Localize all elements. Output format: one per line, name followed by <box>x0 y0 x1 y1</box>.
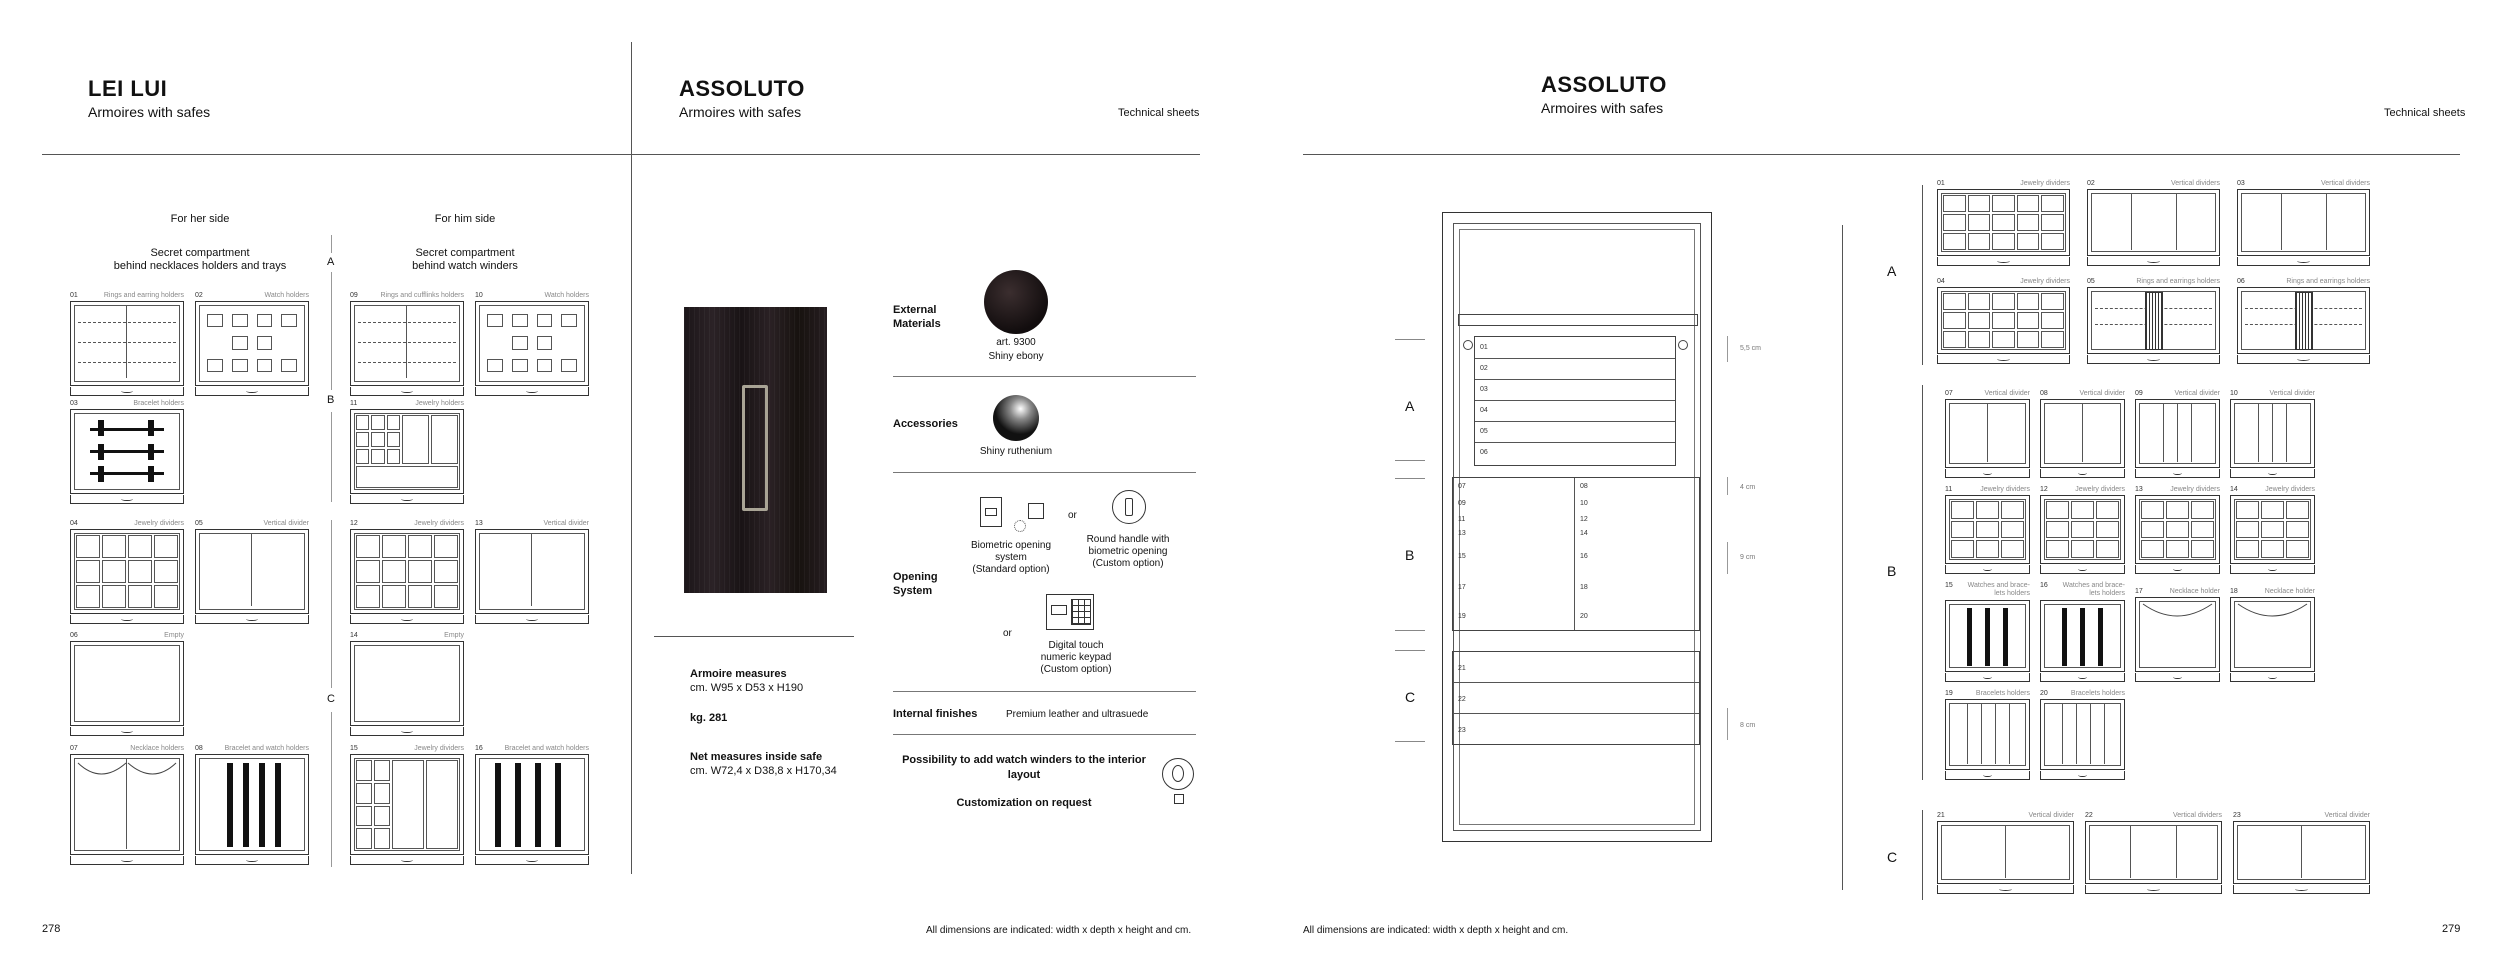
tray-number: 10 <box>475 292 483 299</box>
tray-number: 08 <box>2040 390 2048 397</box>
opt-or-1: or <box>1068 510 1077 521</box>
armoire-handle <box>742 385 768 511</box>
zone-tick-6 <box>1395 741 1425 742</box>
tray-r23 <box>2233 812 2370 894</box>
net-measures-label: Net measures inside safe <box>690 751 823 763</box>
tray-number: 05 <box>2087 278 2095 285</box>
drawer-08: 08 <box>1580 483 1588 490</box>
tray-label: Vertical divider <box>263 520 309 527</box>
tray-15 <box>350 745 464 865</box>
tray-number: 13 <box>475 520 483 527</box>
drawer-09: 09 <box>1458 500 1466 507</box>
drawer-19: 19 <box>1458 613 1466 620</box>
tray-label: Rings and earrings holders <box>2286 278 2370 285</box>
dim-3: 9 cm <box>1740 554 1756 561</box>
page-number-right: 279 <box>2442 923 2461 935</box>
tray-04 <box>70 520 184 624</box>
tray-number: 11 <box>1945 486 1953 493</box>
tray-label: Jewelry dividers <box>1980 486 2030 493</box>
zone-tick-2 <box>1395 460 1425 461</box>
tray-r17 <box>2135 588 2220 682</box>
tray-06 <box>70 632 184 736</box>
opening-system-label: Opening System <box>893 571 938 597</box>
zone-c-left: C <box>327 693 335 705</box>
drawer-10: 10 <box>1580 500 1588 507</box>
tray-label: Jewelry dividers <box>414 745 464 752</box>
zone-bracket-4 <box>331 520 332 688</box>
drawer-02: 02 <box>1480 365 1488 372</box>
zone-b-cabinet: B <box>1405 547 1415 563</box>
dim-arrow-4 <box>1727 708 1728 740</box>
tray-number: 02 <box>2087 180 2095 187</box>
tray-r08 <box>2040 390 2125 478</box>
tray-number: 23 <box>2233 812 2241 819</box>
tray-05 <box>195 520 309 624</box>
tray-r05 <box>2087 278 2220 364</box>
tray-r22 <box>2085 812 2222 894</box>
dim-arrow-3 <box>1727 542 1728 574</box>
assoluto-subtitle-right: Armoires with safes <box>1541 100 1664 116</box>
tray-number: 15 <box>350 745 358 752</box>
zone-a-left: A <box>327 256 335 268</box>
tray-07 <box>70 745 184 865</box>
spec-separator-2 <box>893 472 1196 473</box>
drawer-11: 11 <box>1458 516 1466 523</box>
tray-label: Jewelry dividers <box>2265 486 2315 493</box>
header-rule-left <box>42 154 1200 155</box>
him-side-heading: For him side <box>434 213 496 225</box>
him-secret-note: Secret compartment behind watch winders <box>412 247 518 272</box>
zone-a-drawers <box>1474 336 1676 466</box>
tray-01 <box>70 292 184 396</box>
zone-tick-4 <box>1395 630 1425 631</box>
round-handle-icon <box>1112 490 1146 524</box>
opt-keypad-text: Digital touch numeric keypad (Custom option) <box>1040 640 1112 675</box>
drawer-01: 01 <box>1480 344 1488 351</box>
tray-number: 12 <box>2040 486 2048 493</box>
biometric-icon <box>980 497 1002 527</box>
armoire-measures-value: cm. W95 x D53 x H190 <box>690 682 804 694</box>
tray-r11 <box>1945 486 2030 574</box>
lei-lui-title: LEI LUI <box>88 76 168 101</box>
zone-c-cabinet: C <box>1405 689 1416 705</box>
biometric-sensor-icon <box>1028 503 1044 519</box>
tray-label: Bracelets holders <box>1975 690 2030 697</box>
tray-r07 <box>1945 390 2030 478</box>
tray-label: Empty <box>444 632 464 639</box>
tray-label: Vertical dividers <box>2320 180 2370 187</box>
zone-b-left: B <box>327 394 335 406</box>
tray-label: Jewelry dividers <box>2020 278 2070 285</box>
tray-number: 14 <box>2230 486 2238 493</box>
assoluto-subtitle-left: Armoires with safes <box>679 104 802 120</box>
tray-r15 <box>1945 582 2030 682</box>
measures-rule <box>654 636 854 637</box>
internal-finishes-value: Premium leather and ultrasuede <box>1006 709 1149 720</box>
right-bracket-main <box>1842 225 1843 890</box>
tray-label: Jewelry dividers <box>2075 486 2125 493</box>
technical-sheets-left: Technical sheets <box>1118 107 1200 119</box>
tray-03 <box>70 400 184 504</box>
spec-separator-1 <box>893 376 1196 377</box>
drawer-13: 13 <box>1458 530 1466 537</box>
drawer-06: 06 <box>1480 449 1488 456</box>
tray-02 <box>195 292 309 396</box>
footnote-right: All dimensions are indicated: width x depth x height and cm. <box>1303 925 1569 936</box>
armoire-image <box>684 307 827 593</box>
tray-label: Vertical dividers <box>2172 812 2222 819</box>
tray-number: 03 <box>70 400 78 407</box>
tray-08 <box>195 745 309 865</box>
tray-10 <box>475 292 589 396</box>
drawer-17: 17 <box>1458 584 1466 591</box>
tray-number: 04 <box>70 520 78 527</box>
tray-number: 10 <box>2230 390 2238 397</box>
technical-sheets-right: Technical sheets <box>2384 107 2466 119</box>
tray-number: 21 <box>1937 812 1945 819</box>
tray-r04 <box>1937 278 2070 364</box>
tray-label: Jewelry dividers <box>2170 486 2220 493</box>
tray-number: 16 <box>2040 582 2048 589</box>
tray-number: 08 <box>195 745 203 752</box>
tray-r19 <box>1945 690 2030 780</box>
tray-number: 18 <box>2230 588 2238 595</box>
tray-label: Rings and cufflinks holders <box>380 292 464 299</box>
tray-number: 20 <box>2040 690 2048 697</box>
external-code: art. 9300 <box>996 337 1036 348</box>
tray-number: 07 <box>1945 390 1953 397</box>
tray-label: Vertical divider <box>2028 812 2074 819</box>
zone-tick-3 <box>1395 478 1425 479</box>
drawer-14: 14 <box>1580 530 1588 537</box>
tray-16 <box>475 745 589 865</box>
zone-tick-1 <box>1395 339 1425 340</box>
tray-label: Bracelet holders <box>133 400 184 407</box>
zone-a-cabinet: A <box>1405 398 1415 414</box>
tray-number: 06 <box>2237 278 2245 285</box>
tray-number: 15 <box>1945 582 1953 589</box>
opt-or-2: or <box>1003 628 1012 639</box>
tray-r10 <box>2230 390 2315 478</box>
keypad-icon <box>1046 594 1094 630</box>
tray-label: Jewelry dividers <box>134 520 184 527</box>
tray-label: Vertical divider <box>2269 390 2315 397</box>
tray-label: Watches and brace- lets holders <box>2062 582 2125 597</box>
tray-r13 <box>2135 486 2220 574</box>
drawer-23: 23 <box>1458 727 1466 734</box>
tray-label: Bracelet and watch holders <box>224 745 309 752</box>
accessories-name: Shiny ruthenium <box>979 446 1053 457</box>
dim-arrow-1 <box>1727 336 1728 362</box>
net-measures-value: cm. W72,4 x D38,8 x H170,34 <box>690 765 837 777</box>
tray-r18 <box>2230 588 2315 682</box>
tray-r06 <box>2237 278 2370 364</box>
tray-number: 13 <box>2135 486 2143 493</box>
tray-label: Empty <box>164 632 184 639</box>
zone-b-right: B <box>1887 563 1897 579</box>
tray-label: Watch holders <box>264 292 309 299</box>
tray-number: 22 <box>2085 812 2093 819</box>
accessories-label: Accessories <box>893 418 958 430</box>
tray-r02 <box>2087 180 2220 266</box>
tray-label: Jewelry dividers <box>414 520 464 527</box>
tray-label: Necklace holder <box>2264 588 2315 595</box>
drawer-15: 15 <box>1458 553 1466 560</box>
tray-number: 12 <box>350 520 358 527</box>
watch-winder-base-icon <box>1174 794 1184 804</box>
tray-label: Jewelry dividers <box>2020 180 2070 187</box>
assoluto-title-right: ASSOLUTO <box>1541 72 1667 97</box>
armoire-weight: kg. 281 <box>690 712 728 724</box>
zone-bracket-3 <box>331 412 332 502</box>
footnote-left: All dimensions are indicated: width x depth x height and cm. <box>926 925 1192 936</box>
tray-number: 03 <box>2237 180 2245 187</box>
tray-number: 11 <box>350 400 358 407</box>
hinge-right <box>1678 340 1688 350</box>
tray-label: Rings and earrings holders <box>2136 278 2220 285</box>
tray-number: 02 <box>195 292 203 299</box>
tray-label: Vertical divider <box>2079 390 2125 397</box>
dim-1: 5,5 cm <box>1740 345 1762 352</box>
watch-winder-icon <box>1162 758 1194 790</box>
tray-label: Bracelets holders <box>2070 690 2125 697</box>
tray-r12 <box>2040 486 2125 574</box>
page-divider-left <box>631 42 632 874</box>
zone-b-drawers <box>1452 477 1700 631</box>
cabinet-top-shelf <box>1458 314 1698 326</box>
tray-r01 <box>1937 180 2070 266</box>
tray-label: Vertical divider <box>2324 812 2370 819</box>
tray-number: 01 <box>1937 180 1945 187</box>
tray-number: 19 <box>1945 690 1953 697</box>
zone-bracket-1 <box>331 235 332 253</box>
armoire-measures-label: Armoire measures <box>690 668 787 680</box>
zone-bracket-2 <box>331 272 332 390</box>
tray-label: Bracelet and watch holders <box>504 745 589 752</box>
dim-4: 8 cm <box>1740 722 1756 729</box>
drawer-20: 20 <box>1580 613 1588 620</box>
tray-label: Rings and earring holders <box>103 292 184 299</box>
tray-number: 09 <box>350 292 358 299</box>
ebony-swatch <box>984 270 1048 334</box>
spec-separator-4 <box>893 734 1196 735</box>
drawer-22: 22 <box>1458 696 1466 703</box>
drawer-05: 05 <box>1480 428 1488 435</box>
tray-number: 05 <box>195 520 203 527</box>
tray-number: 16 <box>475 745 483 752</box>
tray-number: 07 <box>70 745 78 752</box>
external-materials-label: External Materials <box>893 304 941 330</box>
customization-note: Customization on request <box>956 797 1092 809</box>
tray-label: Vertical divider <box>1984 390 2030 397</box>
drawer-07: 07 <box>1458 483 1466 490</box>
tray-r09 <box>2135 390 2220 478</box>
tray-number: 17 <box>2135 588 2143 595</box>
tray-11 <box>350 400 464 504</box>
spec-separator-3 <box>893 691 1196 692</box>
zone-bracket-5 <box>331 712 332 867</box>
tray-r16 <box>2040 582 2125 682</box>
dim-2: 4 cm <box>1740 484 1756 491</box>
right-bracket-a <box>1922 185 1923 365</box>
tray-number: 06 <box>70 632 78 639</box>
her-side-heading: For her side <box>170 213 230 225</box>
drawer-12: 12 <box>1580 516 1588 523</box>
zone-tick-5 <box>1395 650 1425 651</box>
tray-r20 <box>2040 690 2125 780</box>
zone-c-right: C <box>1887 849 1898 865</box>
opt-round-text: Round handle with biometric opening (Custom option) <box>1086 534 1170 569</box>
drawer-03: 03 <box>1480 386 1488 393</box>
tray-14 <box>350 632 464 736</box>
header-rule-right <box>1303 154 2460 155</box>
tray-number: 14 <box>350 632 358 639</box>
opt-biometric-text: Biometric opening system (Standard option) <box>970 540 1052 575</box>
tray-r14 <box>2230 486 2315 574</box>
tray-label: Vertical divider <box>543 520 589 527</box>
drawer-16: 16 <box>1580 553 1588 560</box>
drawer-18: 18 <box>1580 584 1588 591</box>
tray-label: Vertical dividers <box>2170 180 2220 187</box>
tray-label: Necklace holder <box>2169 588 2220 595</box>
lei-lui-subtitle: Armoires with safes <box>88 104 211 120</box>
tray-label: Watch holders <box>544 292 589 299</box>
tray-13 <box>475 520 589 624</box>
tray-09 <box>350 292 464 396</box>
tray-label: Jewelry holders <box>415 400 464 407</box>
ruthenium-swatch <box>993 395 1039 441</box>
watch-winders-note: Possibility to add watch winders to the interior layout <box>902 754 1146 781</box>
dim-arrow-2 <box>1727 477 1728 495</box>
internal-finishes-label: Internal finishes <box>893 708 978 720</box>
drawer-21: 21 <box>1458 665 1466 672</box>
tray-number: 01 <box>70 292 78 299</box>
tray-label: Vertical divider <box>2174 390 2220 397</box>
tray-label: Necklace holders <box>130 745 184 752</box>
fingerprint-icon <box>1014 520 1026 532</box>
zone-a-right: A <box>1887 263 1897 279</box>
tray-12 <box>350 520 464 624</box>
right-bracket-b <box>1922 385 1923 780</box>
right-bracket-c <box>1922 810 1923 900</box>
assoluto-title-left: ASSOLUTO <box>679 76 805 101</box>
zone-c-drawers <box>1452 651 1700 745</box>
tray-label: Watches and brace- lets holders <box>1967 582 2030 597</box>
her-secret-note: Secret compartment behind necklaces holders and trays <box>113 247 287 272</box>
hinge-left <box>1463 340 1473 350</box>
page-number-left: 278 <box>42 923 61 935</box>
drawer-04: 04 <box>1480 407 1488 414</box>
tray-r03 <box>2237 180 2370 266</box>
external-name: Shiny ebony <box>988 351 1044 362</box>
tray-number: 09 <box>2135 390 2143 397</box>
tray-number: 04 <box>1937 278 1945 285</box>
tray-r21 <box>1937 812 2074 894</box>
